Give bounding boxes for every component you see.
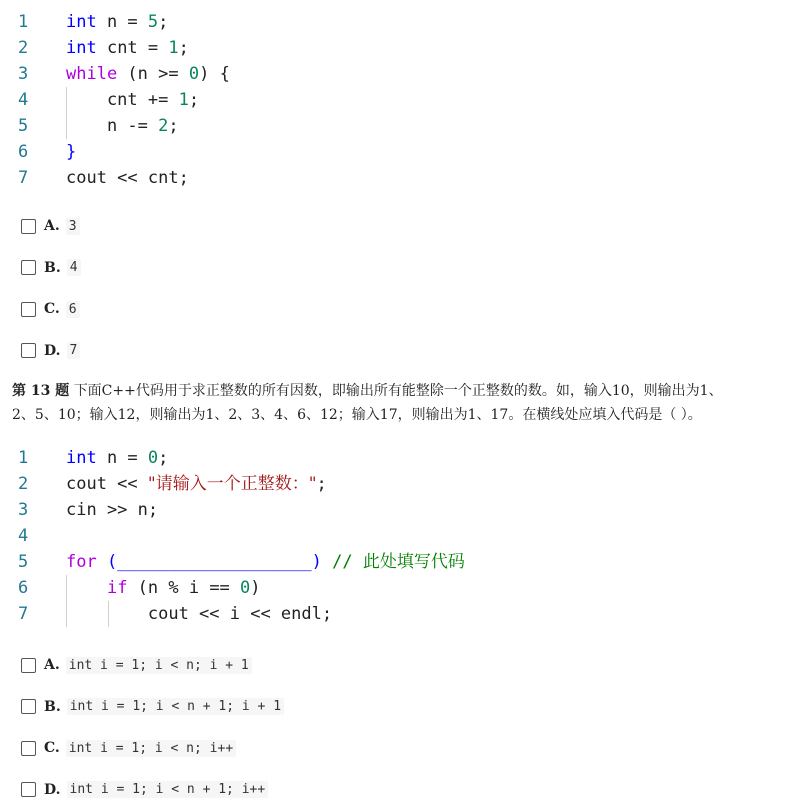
code-text — [66, 575, 261, 601]
code-block-1 — [0, 9, 809, 193]
line-number: 5 — [18, 552, 29, 572]
code-token: 0 — [240, 578, 251, 598]
code-token: n = — [96, 12, 148, 32]
code-text — [66, 35, 189, 61]
code-token: (n >= — [117, 64, 189, 84]
code-token: if — [106, 578, 128, 598]
line-number: 2 — [18, 474, 29, 494]
option-value: int i = 1; i < n; i + 1 — [66, 657, 252, 674]
checkbox-icon[interactable] — [21, 219, 36, 234]
code-text — [66, 445, 168, 471]
code-token: cout << cnt; — [66, 168, 189, 188]
line-number: 5 — [18, 116, 29, 136]
option-d[interactable] — [21, 341, 80, 361]
option-label: B. — [44, 698, 61, 715]
line-number: 3 — [18, 64, 29, 84]
option-value: int i = 1; i < n + 1; i++ — [67, 781, 269, 798]
checkbox-icon[interactable] — [21, 343, 36, 358]
option-b[interactable] — [21, 697, 284, 717]
line-number: 4 — [18, 526, 29, 546]
code-token: ) — [250, 578, 261, 598]
code-token: cout << — [66, 474, 148, 494]
code-token: while — [66, 64, 118, 84]
code-text — [66, 87, 199, 113]
code-token: (___________________) — [96, 552, 333, 572]
line-number: 2 — [18, 38, 29, 58]
code-token: 0 — [147, 448, 159, 468]
code-text — [66, 471, 327, 497]
code-text — [66, 139, 76, 165]
code-token: int — [66, 12, 97, 32]
line-number: 3 — [18, 500, 29, 520]
question-number: 第 13 题 — [12, 383, 70, 399]
code-token: ; — [178, 38, 189, 58]
option-value: int i = 1; i < n; i++ — [66, 740, 236, 757]
option-label: A. — [44, 218, 60, 234]
checkbox-icon[interactable] — [21, 302, 36, 317]
code-token: 2 — [158, 116, 169, 136]
code-token: ; — [316, 474, 327, 494]
code-token: int — [66, 448, 97, 468]
checkbox-icon[interactable] — [21, 741, 36, 756]
code-token: ; — [158, 12, 169, 32]
checkbox-icon[interactable] — [21, 782, 36, 797]
code-token: cnt = — [96, 38, 169, 58]
option-value: 3 — [66, 218, 80, 235]
code-token: 1 — [168, 38, 179, 58]
code-token: ; — [168, 116, 179, 136]
option-label: C. — [44, 301, 60, 317]
option-label: C. — [44, 740, 60, 756]
option-label: D. — [44, 781, 61, 798]
code-token: 1 — [178, 90, 189, 110]
code-block-2 — [0, 445, 809, 629]
line-number: 4 — [18, 90, 29, 110]
code-token: cin >> n; — [66, 500, 159, 520]
option-d[interactable] — [21, 780, 268, 800]
code-token: "请输入一个正整数：" — [147, 474, 317, 494]
option-value: 4 — [67, 259, 81, 276]
code-token: // 此处填写代码 — [332, 552, 465, 572]
code-text — [66, 549, 465, 575]
question-13-text — [12, 379, 802, 427]
code-text — [66, 61, 230, 87]
option-b[interactable] — [21, 258, 81, 278]
code-token: ; — [158, 448, 169, 468]
option-a[interactable] — [21, 216, 80, 236]
code-token: int — [66, 38, 97, 58]
checkbox-icon[interactable] — [21, 699, 36, 714]
line-number: 6 — [18, 142, 29, 162]
code-token: ) { — [199, 64, 230, 84]
option-value: int i = 1; i < n + 1; i + 1 — [67, 698, 284, 715]
code-token: 0 — [188, 64, 200, 84]
option-label: A. — [44, 657, 60, 673]
checkbox-icon[interactable] — [21, 658, 36, 673]
code-token: (n % i == — [127, 578, 241, 598]
option-label: B. — [44, 259, 61, 276]
code-token: cout << i << endl; — [66, 604, 333, 624]
checkbox-icon[interactable] — [21, 260, 36, 275]
option-a[interactable] — [21, 655, 252, 675]
option-value: 7 — [67, 342, 81, 359]
code-token — [66, 578, 107, 598]
code-token: 5 — [147, 12, 159, 32]
code-token: ; — [188, 90, 200, 110]
code-token: cnt += — [66, 90, 179, 110]
code-token: for — [66, 552, 97, 572]
question-text-line1: 下面C++代码用于求正整数的所有因数，即输出所有能整除一个正整数的数。如，输入10，则输出为1、 — [73, 383, 723, 399]
code-token: } — [66, 142, 77, 162]
code-text — [66, 113, 179, 139]
option-value: 6 — [66, 301, 80, 318]
line-number: 1 — [18, 12, 29, 32]
question-text-line2: 2、5、10；输入12，则输出为1、2、3、4、6、12；输入17，则输出为1、17。在横线处应填入代码是（ ）。 — [12, 407, 702, 423]
code-token: n = — [96, 448, 148, 468]
option-c[interactable] — [21, 299, 80, 319]
option-c[interactable] — [21, 738, 236, 758]
code-text — [66, 165, 189, 191]
line-number: 7 — [18, 168, 29, 188]
code-token: n -= — [66, 116, 159, 136]
line-number: 6 — [18, 578, 29, 598]
code-text — [66, 497, 158, 523]
line-number: 1 — [18, 448, 29, 468]
option-label: D. — [44, 342, 61, 359]
line-number: 7 — [18, 604, 29, 624]
code-text — [66, 601, 332, 627]
code-text — [66, 9, 168, 35]
